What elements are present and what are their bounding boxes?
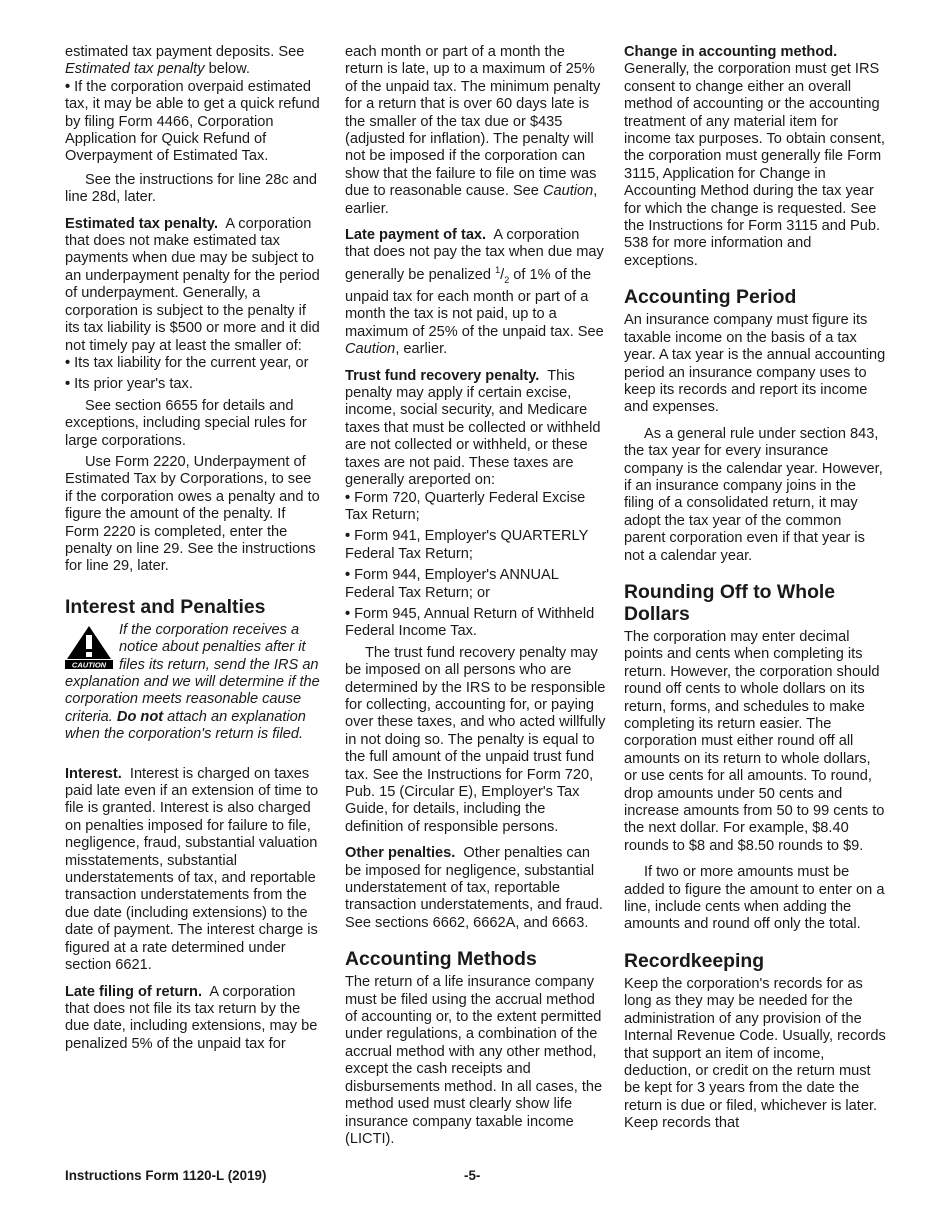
bullet-icon: • bbox=[65, 376, 71, 393]
paragraph: Trust fund recovery penalty. This penalty may apply if certain excise, income, social security, and Medicare taxes that must be collected or withheld are not collected or withheld, or these taxes are not paid. These taxes are generally areported on: bbox=[345, 367, 601, 489]
bullet-icon: • bbox=[345, 489, 351, 506]
paragraph: Late payment of tax. A corporation that does not pay the tax when due may generally be penalized $^1/_2$ of 1% of the unpaid tax for each month or part of a month the tax is not paid, up to a maximum of 25% of the unpaid tax. See Caution, earlier. bbox=[345, 227, 604, 358]
section-heading: Accounting Period bbox=[624, 286, 797, 309]
bullet-icon: • bbox=[65, 78, 71, 95]
paragraph: See section 6655 for details and exceptions, including special rules for large corporations. bbox=[65, 397, 307, 449]
paragraph: If two or more amounts must be added to figure the amount to enter on a line, include cents when adding the amounts and round off only the total. bbox=[624, 864, 885, 933]
run-in-heading: Change in accounting method. bbox=[624, 44, 838, 60]
caution-icon bbox=[65, 625, 113, 669]
bullet-item: • Form 944, Employer's ANNUAL Federal Tax Return; or bbox=[345, 567, 559, 601]
paragraph: The return of a life insurance company must be filed using the accrual method of accounting or, to the extent permitted under regulations, a combination of the accrual method with any other method, except the cash receipts and disbursements method. In all cases, the method used must clearly show life insurance company taxable income (LICTI). bbox=[345, 974, 603, 1147]
bullet-icon: • bbox=[345, 605, 351, 622]
paragraph: Estimated tax penalty. A corporation that does not make estimated tax payments when due may be subject to an underpayment penalty for the period of underpayment. Generally, a corporation is subject to the penalty if its tax liability is $500 or more and it did not timely pay at least the smaller of: bbox=[65, 215, 320, 354]
paragraph: Keep the corporation's records for as long as they may be needed for the administration of any provision of the Internal Revenue Code. Usually, records that support an item of income, deduction, or credit on the return must be kept for 3 years from the date the return is due or filed, whichever is later. Keep records that bbox=[624, 975, 886, 1132]
run-in-heading: Late filing of return. bbox=[65, 983, 203, 1000]
run-in-heading: Trust fund recovery penalty. bbox=[345, 367, 540, 384]
paragraph: Other penalties. Other penalties can be imposed for negligence, substantial understatement of tax, reportable transaction understatements, and fraud. See sections 6662, 6662A, and 6663. bbox=[345, 845, 603, 931]
column-3 bbox=[624, 44, 886, 1142]
paragraph: An insurance company must figure its taxable income on the basis of a tax year. A tax year is the annual accounting period an insurance company uses to keep its records and report its income and expenses. bbox=[624, 312, 886, 416]
section-heading: Interest and Penalties bbox=[65, 595, 266, 618]
footer-form-title: Instructions Form 1120-L (2019) bbox=[65, 1168, 267, 1183]
bullet-item: • Its tax liability for the current year, or bbox=[65, 354, 309, 371]
section-heading: Recordkeeping bbox=[624, 949, 765, 972]
paragraph: As a general rule under section 843, the tax year for every insurance company is the calendar year. However, if an insurance company joins in the filing of a consolidated return, it may adopt the tax year of the common parent corporation even if that year is not a calendar year. bbox=[624, 425, 883, 564]
section-heading: Rounding Off to Whole Dollars bbox=[624, 580, 836, 625]
run-in-heading: Other penalties. bbox=[345, 845, 456, 862]
section-heading: Accounting Methods bbox=[345, 948, 537, 971]
paragraph: estimated tax payment deposits. See Estimated tax penalty below. bbox=[65, 44, 305, 78]
svg-text:CAUTION: CAUTION bbox=[71, 660, 107, 669]
bullet-item: • Form 945, Annual Return of Withheld Federal Income Tax. bbox=[345, 605, 595, 640]
caution-note: CAUTION If the corporation receives a notice about penalties after it files its return, send the IRS an explanation and we will determine if the corporation meets reasonable cause criteria. Do not attach an explanation when the corporation's return is filed. bbox=[65, 621, 320, 743]
run-in-heading: Interest. bbox=[65, 765, 122, 782]
paragraph: Late filing of return. A corporation that does not file its tax return by the due date, including extensions, may be penalized 5% of the unpaid tax for bbox=[65, 983, 318, 1052]
run-in-heading: Late payment of tax. bbox=[345, 227, 487, 244]
paragraph: The trust fund recovery penalty may be imposed on all persons who are determined by the IRS to be responsible for collecting, accounting for, or paying over these taxes, and who acted willfully in not doing so. The penalty is equal to the full amount of the unpaid trust fund tax. See the Instructions for Form 720, Pub. 15 (Circular E), Employer's Tax Guide, for details, including the definition of responsible persons. bbox=[345, 644, 606, 835]
bullet-item: • Form 720, Quarterly Federal Excise Tax Return; bbox=[345, 489, 586, 523]
paragraph: Use Form 2220, Underpayment of Estimated Tax by Corporations, to see if the corporation owes a penalty and to figure the amount of the penalty. If Form 2220 is completed, enter the penalty on line 29. See the instructions for line 29, later. bbox=[65, 453, 320, 575]
run-in-heading: Estimated tax penalty. bbox=[65, 215, 219, 232]
bullet-icon: • bbox=[345, 528, 351, 545]
paragraph: Change in accounting method. Generally, the corporation must get IRS consent to change either an overall method of accounting or the accounting treatment of any material item for income tax purposes. To obtain consent, the corporation must generally file Form 3115, Application for Change in Accounting Method during the tax year for which the change is requested. See the Instructions for Form 3115 and Pub. 538 for more information and exceptions. bbox=[624, 44, 885, 269]
bullet-item: • Form 941, Employer's QUARTERLY Federal Tax Return; bbox=[345, 528, 589, 562]
column-2 bbox=[345, 44, 607, 1157]
bullet-icon: • bbox=[345, 567, 351, 584]
bullet-icon: • bbox=[65, 354, 71, 371]
bullet-item: • If the corporation overpaid estimated tax, it may be able to get a quick refund by filing Form 4466, Corporation Application for Quick Refund of Overpayment of Estimated Tax. bbox=[65, 78, 320, 165]
paragraph: each month or part of a month the return is late, up to a maximum of 25% of the unpaid tax. The minimum penalty for a return that is over 60 days late is the smaller of the tax due or $435 (adjusted for inflation). The penalty will not be imposed if the corporation can show that the failure to file on time was due to reasonable cause. See Caution, earlier. bbox=[345, 44, 601, 217]
page-number: -5- bbox=[464, 1168, 481, 1183]
paragraph: The corporation may enter decimal points and cents when completing its return. However, the corporation should round off cents to whole dollars on its return, forms, and schedules to make completing its return easier. The corporation must either round off all amounts on its return to whole dollars, or use cents for all amounts. To round, drop amounts under 50 cents and increase amounts from 50 to 99 cents to the next dollar. For example, $8.40 rounds to $8 and $8.50 rounds to $9. bbox=[624, 628, 885, 854]
bullet-item: • Its prior year's tax. bbox=[65, 376, 193, 393]
column-1 bbox=[65, 44, 321, 1062]
paragraph: See the instructions for line 28c and line 28d, later. bbox=[65, 171, 318, 206]
paragraph: Interest. Interest is charged on taxes paid late even if an extension of time to file is granted. Interest is also charged on penalties imposed for failure to file, negligence, fraud, substantial valuation misstatements, substantial understatements of tax, and reportable transaction understatements from the due date (including extensions) to the date of payment. The interest charge is figured at a rate determined under section 6621. bbox=[65, 765, 319, 974]
